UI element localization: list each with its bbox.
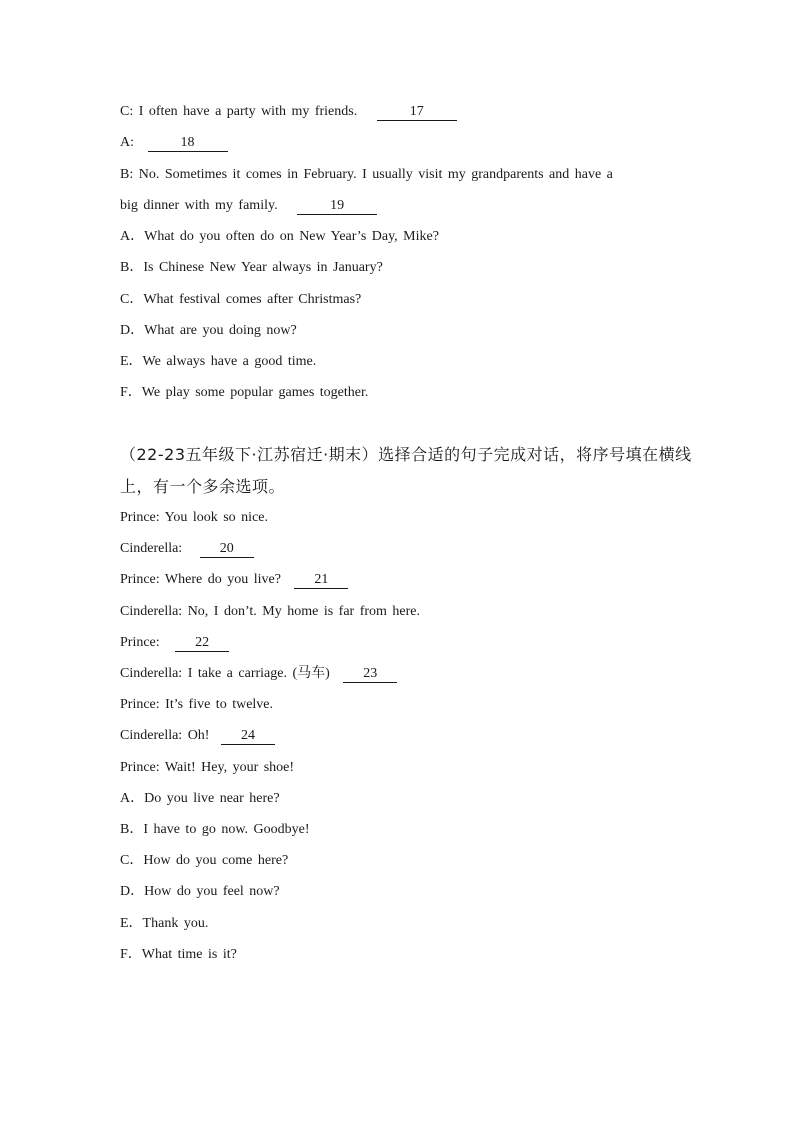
dialog-text: Prince:: [120, 635, 160, 650]
option-e: E．We always have a good time.: [120, 354, 317, 369]
dialog-line-a: [120, 133, 228, 153]
option-f: F．We play some popular games together.: [120, 385, 369, 400]
dialog-line-prince-4: Prince: It’s five to twelve.: [120, 697, 274, 712]
answer-blank-19[interactable]: 19: [297, 198, 377, 215]
dialog-text: C: I often have a party with my friends.: [120, 104, 358, 119]
dialog-line-cinderella-4: [120, 726, 275, 746]
dialog-line-prince-5: Prince: Wait! Hey, your shoe!: [120, 760, 295, 775]
option-f: F．What time is it?: [120, 947, 237, 962]
answer-blank-20[interactable]: 20: [200, 541, 254, 558]
option-d: D．How do you feel now?: [120, 884, 280, 899]
option-d: D．What are you doing now?: [120, 323, 297, 338]
dialog-line-cinderella-2: Cinderella: No, I don’t. My home is far from here.: [120, 604, 421, 619]
dialog-line-c: [120, 102, 457, 122]
answer-blank-18[interactable]: 18: [148, 135, 228, 152]
dialog-text: Prince: Where do you live?: [120, 572, 281, 587]
option-b: B．I have to go now. Goodbye!: [120, 822, 310, 837]
answer-blank-22[interactable]: 22: [175, 635, 229, 652]
dialog-line-prince-1: Prince: You look so nice.: [120, 510, 268, 525]
option-c: C．What festival comes after Christmas?: [120, 292, 362, 307]
dialog-text: B: No. Sometimes it comes in February. I usually visit my grandparents and have a: [120, 167, 613, 182]
dialog-line-cinderella-3: [120, 664, 397, 684]
answer-blank-24[interactable]: 24: [221, 728, 275, 745]
dialog-text: Cinderella:: [120, 541, 183, 556]
dialog-line-prince-3: [120, 633, 229, 653]
section-instruction-line-1: （22-23五年级下·江苏宿迁·期末）选择合适的句子完成对话，将序号填在横线: [120, 445, 692, 464]
dialog-text: big dinner with my family.: [120, 198, 278, 213]
option-a: A．Do you live near here?: [120, 791, 280, 806]
dialog-line-cinderella-1: [120, 539, 254, 559]
dialog-line-b2: [120, 196, 377, 216]
option-b: B．Is Chinese New Year always in January?: [120, 260, 383, 275]
answer-blank-17[interactable]: 17: [377, 104, 457, 121]
dialog-text: A:: [120, 135, 134, 150]
option-e: E．Thank you.: [120, 916, 209, 931]
dialog-text: Cinderella: I take a carriage. (马车): [120, 666, 330, 681]
dialog-line-prince-2: [120, 570, 348, 590]
option-c: C．How do you come here?: [120, 853, 289, 868]
dialog-line-b1: [120, 165, 613, 185]
option-a: A．What do you often do on New Year’s Day, Mike?: [120, 229, 439, 244]
answer-blank-23[interactable]: 23: [343, 666, 397, 683]
answer-blank-21[interactable]: 21: [294, 572, 348, 589]
section-instruction-line-2: 上，有一个多余选项。: [120, 477, 286, 496]
dialog-text: Cinderella: Oh!: [120, 728, 210, 743]
